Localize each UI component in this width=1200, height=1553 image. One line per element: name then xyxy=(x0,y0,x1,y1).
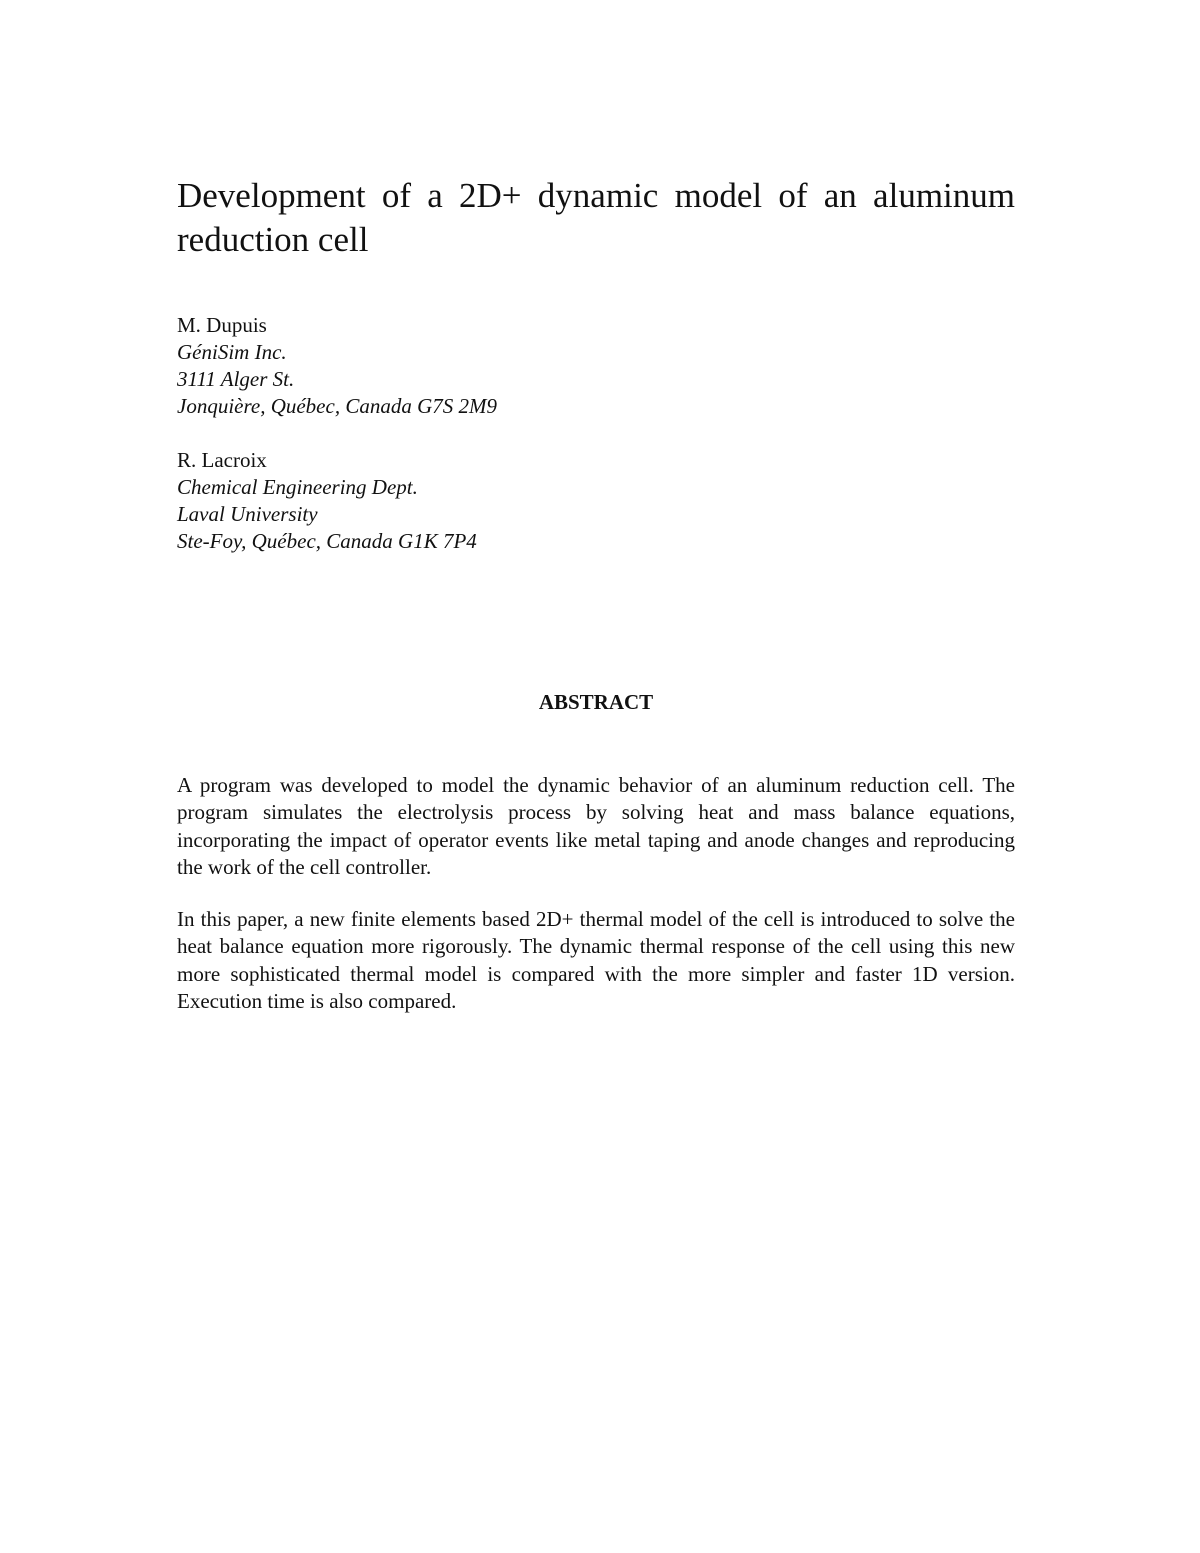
author-affiliation-line: Jonquière, Québec, Canada G7S 2M9 xyxy=(177,394,497,418)
abstract-heading: ABSTRACT xyxy=(538,690,654,714)
abstract-paragraph: A program was developed to model the dynamic behavior of an aluminum reduction cell. The program simulates the electrolysis process by solving heat and mass balance equations, incorporating the impact of operator events like metal taping and anode changes and reproducing the work of the cell controller. xyxy=(177,773,1015,879)
author-affiliation-line: Chemical Engineering Dept. xyxy=(177,475,418,499)
author-name: R. Lacroix xyxy=(177,448,267,472)
author-affiliation-line: Laval University xyxy=(177,502,318,526)
abstract-paragraph: In this paper, a new finite elements based 2D+ thermal model of the cell is introduced to solve the heat balance equation more rigorously. The dynamic thermal response of the cell using this new more sophisticated thermal model is compared with the more simpler and faster 1D version. Execution time is also compared. xyxy=(177,907,1015,1013)
author-affiliation-line: Ste-Foy, Québec, Canada G1K 7P4 xyxy=(177,529,477,553)
author-affiliation-line: 3111 Alger St. xyxy=(177,367,295,391)
paper-title: Development of a 2D+ dynamic model of an aluminum reduction cell xyxy=(177,176,1015,259)
author-affiliation-line: GéniSim Inc. xyxy=(177,340,287,364)
author-name: M. Dupuis xyxy=(177,313,267,337)
author-block xyxy=(177,447,877,555)
author-block xyxy=(177,312,877,420)
